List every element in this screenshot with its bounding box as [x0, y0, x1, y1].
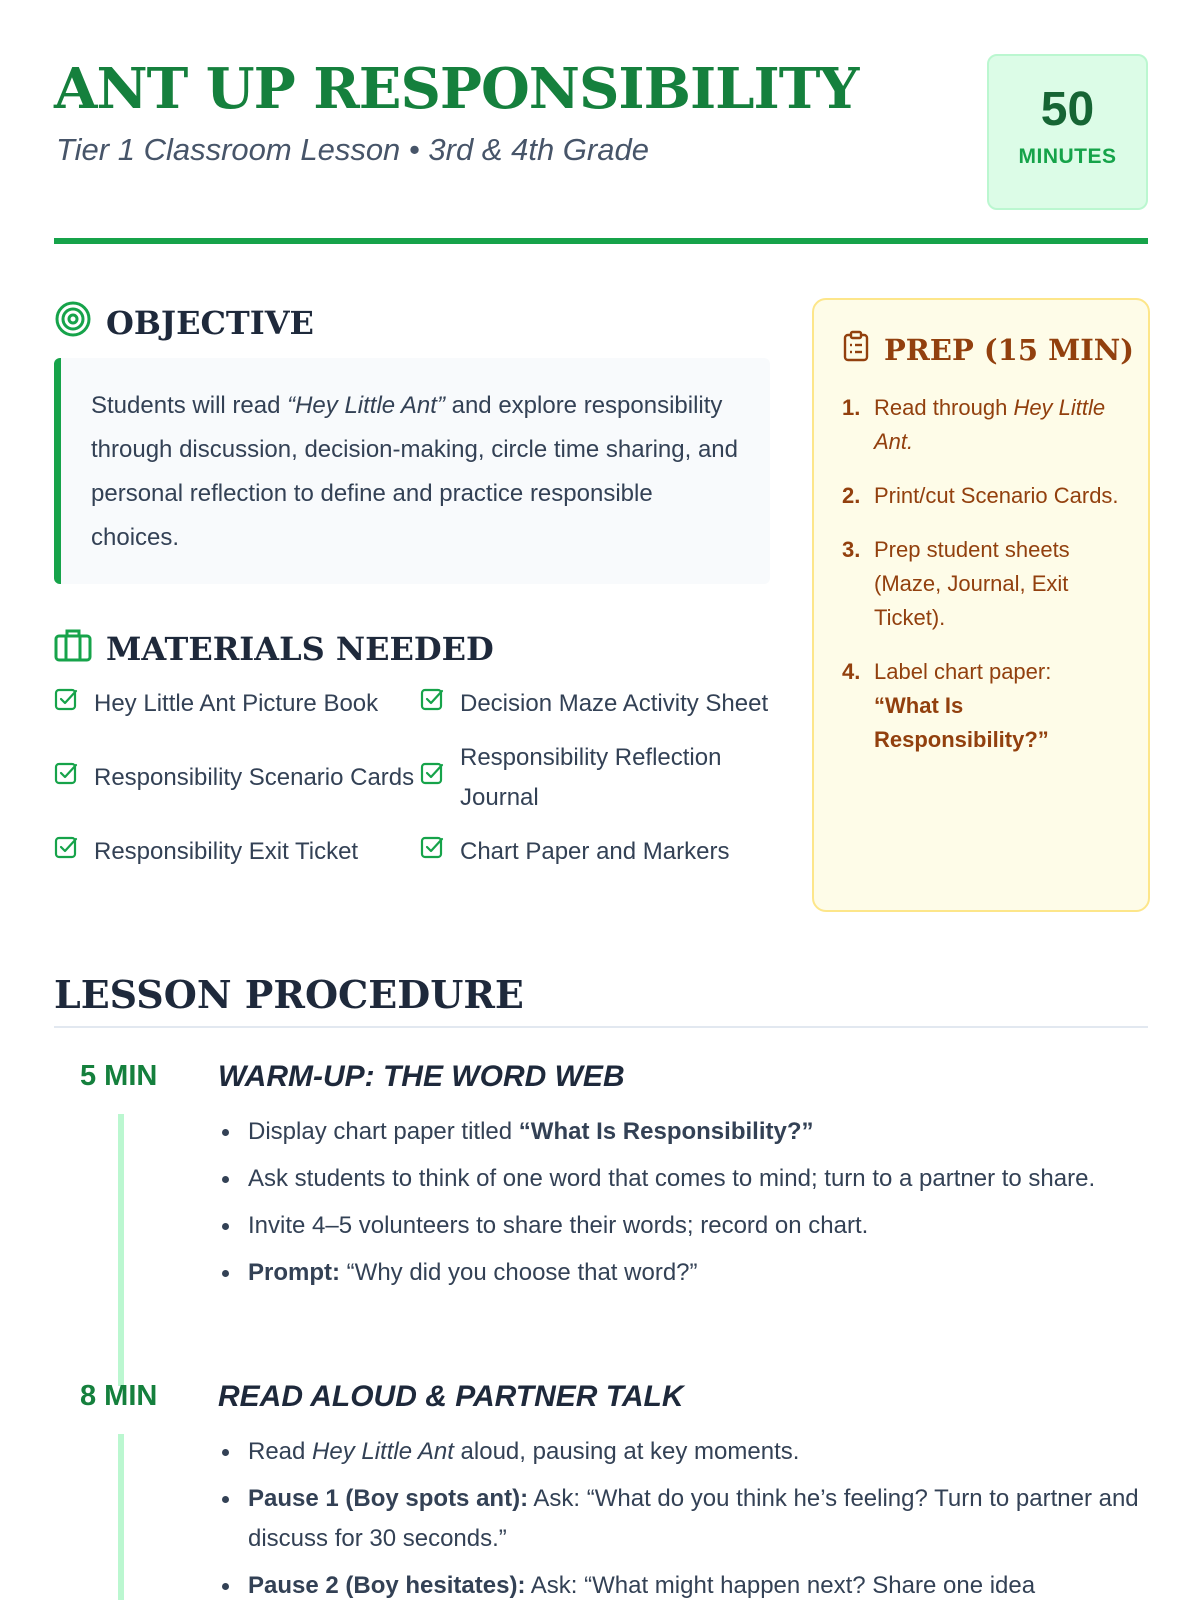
prep-item-strong: “What Is Responsibility?” — [874, 693, 1049, 752]
prep-item-number: 4. — [842, 659, 861, 684]
step-bullets — [218, 1112, 1148, 1300]
prep-item-text: Print/cut Scenario Cards. — [874, 483, 1119, 508]
prep-item-emphasis: Hey Little Ant. — [874, 395, 1106, 454]
bullet-text: Ask: “What might happen next? Share one idea — [525, 1572, 1036, 1599]
header-divider — [54, 238, 1148, 244]
prep-item — [842, 655, 1120, 757]
prep-item — [842, 533, 1120, 635]
material-item — [54, 684, 420, 724]
procedure-heading: LESSON PROCEDURE — [54, 972, 524, 1017]
material-item-label: Responsibility Exit Ticket — [94, 838, 359, 865]
material-item-label: Chart Paper and Markers — [460, 838, 730, 865]
material-item-label: Hey Little Ant Picture Book — [94, 690, 379, 717]
bullet-text: Display chart paper titled — [248, 1118, 519, 1145]
prep-item — [842, 391, 1120, 459]
material-item-label: Responsibility Reflection Journal — [460, 744, 722, 811]
material-item — [54, 738, 420, 818]
bullet-emphasis: Hey Little Ant — [312, 1438, 454, 1465]
objective-text-after: and explore responsibility through discussion, decision-making, circle time sharing, and personal reflection to define and practice responsible choices. — [91, 392, 738, 551]
prep-item-number: 1. — [842, 395, 861, 420]
check-square-icon — [54, 832, 80, 872]
bullet-lead: Pause 2 (Boy hesitates): — [248, 1572, 526, 1599]
procedure-divider — [54, 1026, 1148, 1028]
prep-item-number: 2. — [842, 483, 861, 508]
bullet-text: “Why did you choose that word?” — [340, 1259, 698, 1286]
duration-value: 50 — [1040, 83, 1095, 136]
clipboard-icon — [842, 330, 870, 369]
prep-item-number: 3. — [842, 537, 861, 562]
bullet-lead: Pause 1 (Boy spots ant): — [248, 1485, 529, 1512]
material-item — [420, 832, 774, 872]
materials-heading-label: MATERIALS NEEDED — [106, 630, 494, 668]
bullet-lead: Prompt: — [248, 1259, 340, 1286]
bullet-text: Ask: “What do you think he’s feeling? Turn to partner and discuss for 30 seconds.” — [248, 1485, 1139, 1552]
timeline-line — [118, 1114, 124, 1386]
check-square-icon — [54, 684, 80, 724]
step-bullet — [248, 1566, 1148, 1600]
step-bullet — [248, 1479, 1148, 1559]
objective-heading — [54, 300, 314, 346]
prep-item-text: Prep student sheets (Maze, Journal, Exit Ticket). — [874, 537, 1070, 630]
prep-item-text: Read through — [874, 395, 1014, 420]
duration-badge — [987, 54, 1148, 210]
bullet-strong: “What Is Responsibility?” — [518, 1118, 814, 1145]
bullet-text: Invite 4–5 volunteers to share their words; record on chart. — [248, 1212, 869, 1239]
material-item-label: Responsibility Scenario Cards — [94, 764, 415, 791]
step-time: 8 MIN — [80, 1380, 158, 1412]
page-subtitle: Tier 1 Classroom Lesson • 3rd & 4th Grade — [56, 132, 649, 167]
prep-item-text: Label chart paper: — [874, 659, 1052, 684]
prep-panel — [812, 298, 1150, 912]
materials-heading — [54, 628, 494, 670]
step-time: 5 MIN — [80, 1060, 158, 1092]
target-icon — [54, 300, 92, 346]
objective-book-title: “Hey Little Ant” — [287, 392, 445, 419]
step-bullet — [248, 1432, 1148, 1472]
check-square-icon — [420, 758, 446, 798]
check-square-icon — [54, 758, 80, 798]
step-bullet — [248, 1253, 1148, 1293]
check-square-icon — [420, 832, 446, 872]
step-title: WARM-UP: THE WORD WEB — [218, 1060, 625, 1093]
check-square-icon — [420, 684, 446, 724]
step-bullet — [248, 1206, 1148, 1246]
objective-text-before: Students will read — [91, 392, 288, 419]
prep-heading — [842, 330, 1134, 369]
timeline-line — [118, 1434, 124, 1600]
page-title: ANT UP RESPONSIBILITY — [54, 56, 859, 122]
objective-heading-label: OBJECTIVE — [106, 304, 314, 342]
materials-list — [54, 684, 774, 872]
material-item — [420, 684, 774, 724]
bullet-pre: Read — [248, 1438, 313, 1465]
bullet-text: aloud, pausing at key moments. — [453, 1438, 800, 1465]
prep-heading-label: PREP (15 MIN) — [884, 332, 1134, 367]
step-bullet — [248, 1159, 1148, 1199]
objective-text — [54, 358, 770, 584]
lesson-header — [54, 52, 1148, 242]
step-bullet — [248, 1112, 1148, 1152]
prep-item — [842, 479, 1120, 513]
toolbox-icon — [54, 628, 92, 670]
bullet-text: Ask students to think of one word that comes to mind; turn to a partner to share. — [248, 1165, 1096, 1192]
prep-list — [842, 391, 1120, 757]
material-item-label: Decision Maze Activity Sheet — [460, 690, 769, 717]
step-title: READ ALOUD & PARTNER TALK — [218, 1380, 684, 1413]
step-bullets — [218, 1432, 1148, 1600]
material-item — [420, 738, 774, 818]
material-item — [54, 832, 420, 872]
duration-unit: MINUTES — [1018, 145, 1117, 168]
